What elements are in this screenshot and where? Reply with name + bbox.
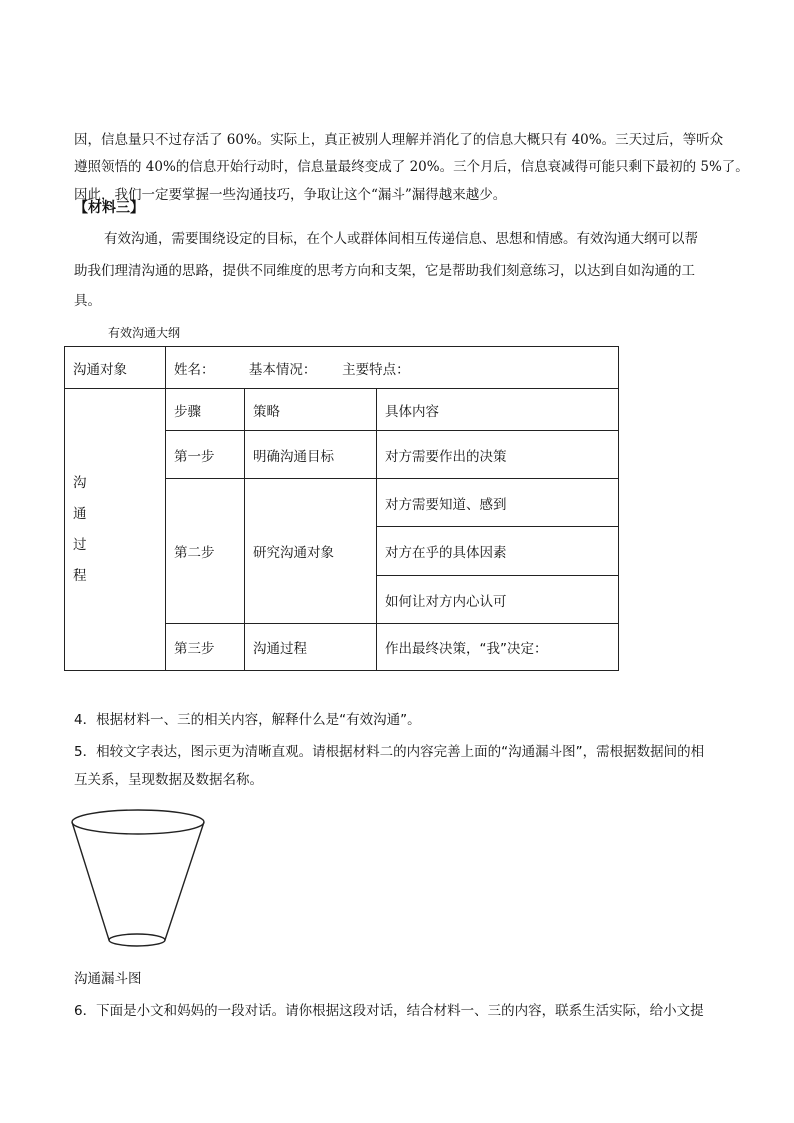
- funnel-caption: 沟通漏斗图: [74, 971, 142, 987]
- funnel-left-side: [72, 822, 109, 940]
- question-5-line-2: 互关系，呈现数据及数据名称。: [74, 772, 263, 788]
- step3-step: 第三步: [166, 624, 245, 671]
- question-4: 4．根据材料一、三的相关内容，解释什么是“有效沟通”。: [74, 712, 421, 728]
- communication-outline-table: [64, 346, 619, 671]
- step1-step: 第一步: [166, 431, 245, 479]
- step2-content-3: 如何让对方内心认可: [377, 576, 619, 624]
- funnel-right-side: [165, 822, 204, 940]
- table-caption: 有效沟通大纲: [108, 326, 181, 340]
- question-5-line-1: 5．相较文字表达，图示更为清晰直观。请根据材料二的内容完善上面的“沟通漏斗图”，需根据数据间的相: [74, 744, 705, 760]
- paragraph-line: 具。: [74, 293, 101, 309]
- header-step: 步骤: [166, 389, 245, 431]
- paragraph-line: 因，信息量只不过存活了 60%。实际上，真正被别人理解并消化了的信息大概只有 40%。三天过后，等听众: [74, 132, 724, 148]
- step2-strategy: 研究沟通对象: [245, 479, 377, 624]
- step2-step: 第二步: [166, 479, 245, 624]
- step2-content-2: 对方在乎的具体因素: [377, 527, 619, 576]
- header-content: 具体内容: [377, 389, 619, 431]
- funnel-top-rim: [72, 810, 204, 834]
- step3-strategy: 沟通过程: [245, 624, 377, 671]
- paragraph-line: 遵照领悟的 40%的信息开始行动时，信息量最终变成了 20%。三个月后，信息衰减得可能只剩下最初的 5%了。: [74, 159, 749, 175]
- target-label-cell: 沟通对象: [65, 347, 166, 389]
- paragraph-line: 因此，我们一定要掌握一些沟通技巧，争取让这个“漏斗”漏得越来越少。: [74, 187, 507, 203]
- step1-content: 对方需要作出的决策: [377, 431, 619, 479]
- process-char: 沟: [73, 474, 87, 491]
- question-6: 6．下面是小文和妈妈的一段对话。请你根据这段对话，结合材料一、三的内容，联系生活实际，给小文提: [74, 1003, 704, 1019]
- paragraph-line: 助我们理清沟通的思路，提供不同维度的思考方向和支架，它是帮助我们刻意练习，以达到自如沟通的工: [74, 263, 695, 279]
- process-label-cell: [65, 389, 166, 671]
- target-fields-cell: 姓名： 基本情况： 主要特点：: [166, 347, 619, 389]
- process-char: 程: [73, 567, 87, 584]
- step2-content-1: 对方需要知道、感到: [377, 479, 619, 527]
- process-char: 通: [73, 505, 87, 522]
- step3-content: 作出最终决策，“我”决定：: [377, 624, 619, 671]
- process-char: 过: [73, 536, 87, 553]
- material-heading: 【材料三】: [74, 200, 144, 216]
- funnel-diagram: [68, 808, 208, 953]
- funnel-bottom-rim: [109, 934, 165, 946]
- step1-strategy: 明确沟通目标: [245, 431, 377, 479]
- paragraph-line: 有效沟通，需要围绕设定的目标，在个人或群体间相互传递信息、思想和情感。有效沟通大纲可以帮: [104, 231, 698, 247]
- header-strategy: 策略: [245, 389, 377, 431]
